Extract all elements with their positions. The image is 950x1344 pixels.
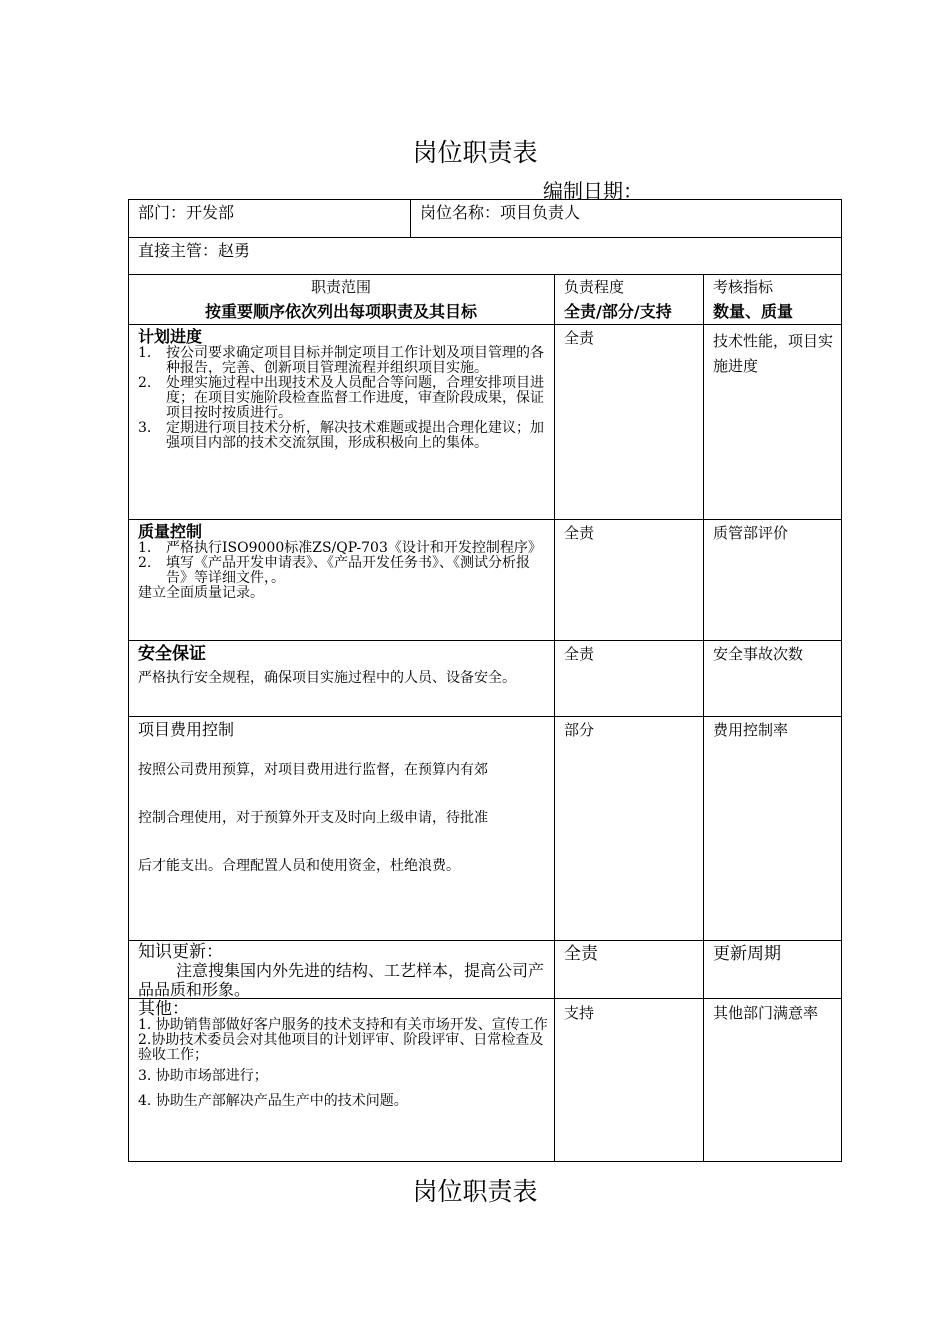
section-line: 按照公司费用预算，对项目费用进行监督，在预算内有郊: [138, 762, 488, 778]
list-item: 3. 定期进行项目技术分析，解决技术难题或提出合理化建议；加强项目内部的技术交流氛围，形成积极向上的集体。: [138, 420, 544, 451]
section-body: 严格执行安全规程，确保项目实施过程中的人员、设备安全。: [138, 670, 516, 686]
header-indicator-label: 考核指标: [713, 278, 774, 296]
degree-other: 支持: [564, 1004, 595, 1022]
section-line: 控制合理使用，对于预算外开支及时向上级申请，待批准: [138, 810, 488, 826]
department-field: 部门：开发部: [138, 203, 235, 222]
indicator-quality: 质管部评价: [713, 524, 789, 542]
date-label: 编制日期：: [543, 179, 643, 203]
list-item: 4. 协助生产部解决产品生产中的技术问题。: [138, 1093, 408, 1109]
section-title: 其他：: [138, 999, 189, 1019]
degree-safety: 全责: [564, 645, 595, 663]
section-title: 安全保证: [138, 644, 206, 664]
supervisor-field: 直接主管：赵勇: [138, 241, 251, 260]
section-cost: [138, 720, 550, 890]
section-title: 质量控制: [138, 522, 203, 541]
header-indicator: [713, 278, 793, 321]
list-item: 2. 处理实施过程中出现技术及人员配合等问题，合理安排项目进度；在项目实施阶段检查监督工作进度，审查阶段成果，保证项目按时按质进行。: [138, 375, 544, 421]
indicator-plan: 技术性能，项目实施进度: [713, 332, 834, 375]
list-item: 2.协助技术委员会对其他项目的计划评审、阶段评审、日常检查及验收工作；: [138, 1032, 544, 1063]
degree-quality: 全责: [564, 524, 595, 542]
list-item: 2. 填写《产品开发申请表》、《产品开发任务书》、《测试分析报告》等详细文件，。: [138, 555, 530, 586]
section-other: [138, 1001, 550, 1109]
indicator-other: 其他部门满意率: [713, 1004, 819, 1022]
list-item: 3. 协助市场部进行；: [138, 1068, 268, 1084]
header-indicator-desc: 数量、质量: [713, 302, 794, 321]
section-body: 注意搜集国内外先进的结构、工艺样本，提高公司产品品质和形象。: [138, 961, 545, 999]
degree-knowledge: 全责: [564, 944, 598, 964]
list-item: 1. 严格执行ISO9000标准ZS/QP-703《设计和开发控制程序》: [138, 540, 542, 556]
section-title: 项目费用控制: [138, 720, 235, 739]
section-safety: [138, 645, 550, 691]
section-knowledge: [138, 943, 550, 999]
page-title: 岗位职责表: [412, 138, 538, 167]
position-field: 岗位名称：项目负责人: [420, 203, 581, 222]
section-plan: [138, 327, 548, 451]
footer-title: 岗位职责表: [412, 1177, 538, 1206]
section-title: 计划进度: [138, 327, 203, 346]
list-item: 1. 按公司要求确定项目目标并制定项目工作计划及项目管理的各种报告，完善、创新项目管理流程并组织项目实施。: [138, 345, 544, 376]
degree-plan: 全责: [564, 329, 595, 347]
section-title: 知识更新：: [138, 942, 223, 962]
header-degree-desc: 全责/部分/支持: [564, 302, 672, 321]
header-degree-label: 负责程度: [564, 278, 625, 296]
section-quality: [138, 522, 548, 601]
indicator-safety: 安全事故次数: [713, 645, 804, 663]
header-degree: [564, 278, 672, 321]
section-line: 后才能支出。合理配置人员和使用资金，杜绝浪费。: [138, 858, 460, 874]
indicator-knowledge: 更新周期: [713, 944, 781, 964]
header-scope-desc: 按重要顺序依次列出每项职责及其目标: [204, 302, 477, 321]
degree-cost: 部分: [564, 721, 595, 739]
header-scope-label: 职责范围: [310, 278, 371, 296]
header-scope: [128, 278, 554, 321]
indicator-cost: 费用控制率: [713, 721, 789, 739]
list-note: 建立全面质量记录。: [138, 585, 264, 601]
list-item: 1. 协助销售部做好客户服务的技术支持和有关市场开发、宣传工作: [138, 1017, 548, 1033]
